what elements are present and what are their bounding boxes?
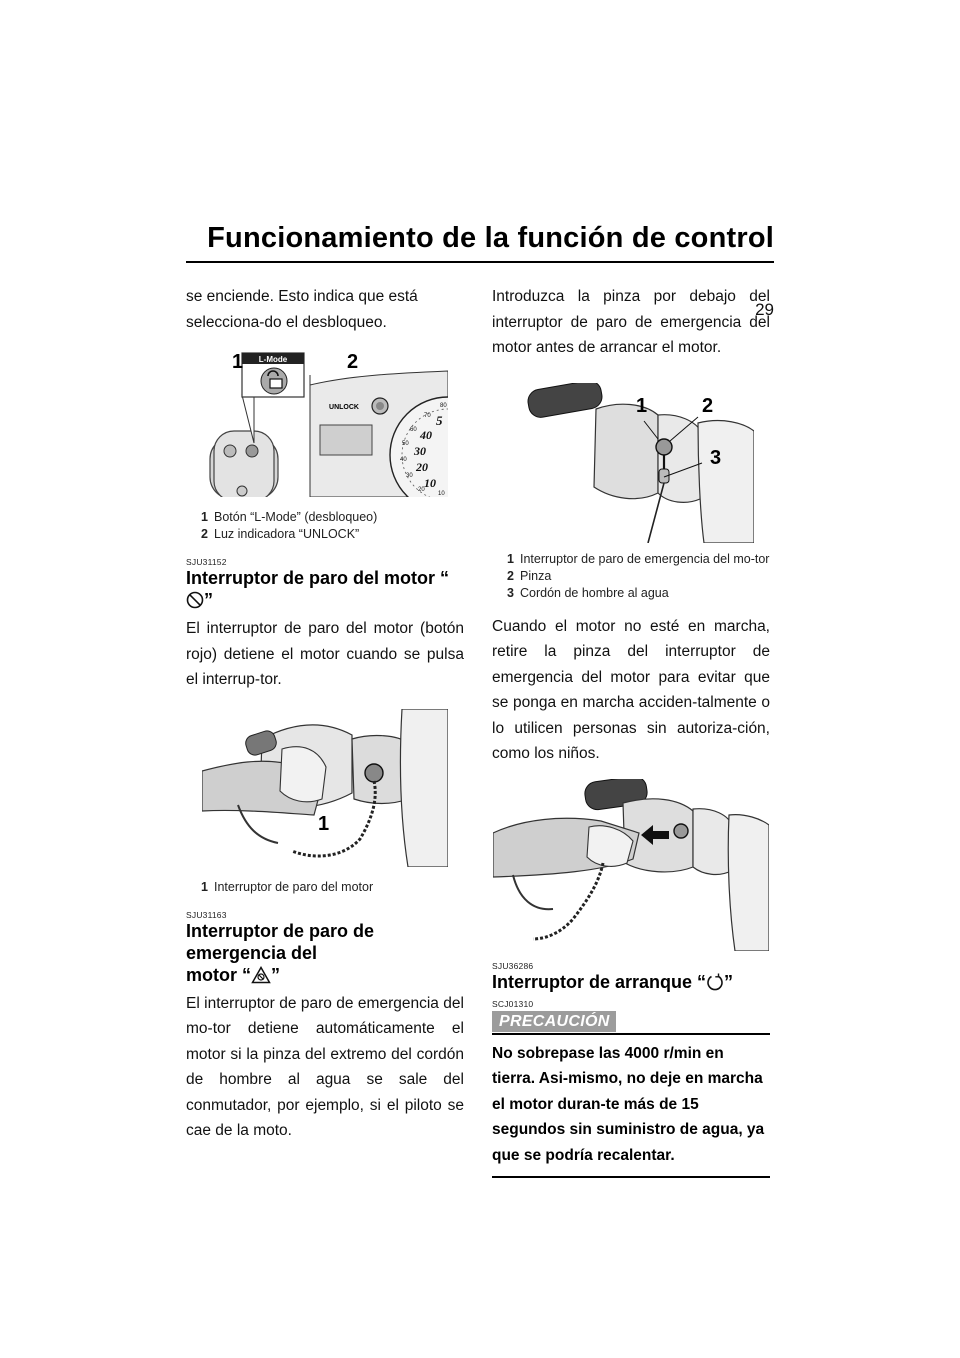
legend-item: 2 Luz indicadora “UNLOCK”: [201, 527, 360, 541]
caution-text: No sobrepase las 4000 r/min en tierra. Asi-mismo, no deje en marcha el motor duran-te más de 15 segundos sin suministro de agua, ya que se podría recalentar.: [492, 1044, 765, 1164]
callout-1: 1: [318, 812, 330, 835]
figure-clip-removal: [493, 779, 769, 951]
figure-emergency-clip: [508, 383, 754, 543]
section-code: SJU31152: [186, 557, 227, 567]
page-title: Funcionamiento de la función de control: [207, 222, 774, 254]
figure-unlock-remote: [202, 345, 448, 497]
caution-bottom-rule: [492, 1176, 770, 1178]
gauge-10: 10: [438, 491, 445, 497]
caution-code: SCJ01310: [492, 998, 534, 1009]
gauge-50: 50: [402, 441, 409, 447]
left-column: [186, 284, 464, 1144]
caution-top-rule: [492, 1033, 770, 1035]
title-rule: [186, 261, 774, 263]
section-paragraph: El interruptor de paro del motor (botón rojo) detiene el motor cuando se pulsa el interrup-tor.: [186, 620, 464, 688]
gauge-large-40: 40: [420, 428, 432, 442]
caution-label: PRECAUCIÓN: [492, 1011, 616, 1032]
gauge-60: 60: [410, 427, 417, 433]
section-code: SJU31163: [186, 909, 227, 920]
callout-3: 3: [710, 446, 722, 469]
caution-box: [492, 999, 770, 1179]
legend-item: 1 Interruptor de paro de emergencia del mo-tor: [507, 551, 770, 566]
gauge-large-30: 30: [414, 444, 426, 458]
section-heading-stop-switch: Interruptor de paro del motor “”: [186, 567, 464, 614]
gauge-30: 30: [406, 473, 413, 479]
section-heading-emergency-stop: Interruptor de paro de emergencia del motor “ ”: [186, 920, 464, 989]
gauge-20: 20: [418, 487, 425, 493]
figure-stop-switch: [202, 709, 448, 867]
callout-1: 1: [232, 351, 244, 373]
page-number: 29: [755, 300, 774, 319]
emergency-stop-icon: [251, 966, 271, 989]
section-code: SJU36286: [492, 960, 534, 971]
warning-paragraph: Cuando el motor no esté en marcha, retire la pinza del interruptor de emergencia del motor para evitar que se ponga en marcha acciden-talmente o lo utilicen personas sin autoriza-ción, como los niños.: [492, 617, 770, 762]
legend-item: 2 Pinza: [507, 568, 552, 583]
gauge-large-5: 5: [436, 413, 443, 428]
legend-item: 1 Botón “L-Mode” (desbloqueo): [201, 510, 378, 524]
gauge-70: 70: [424, 413, 431, 419]
l-mode-label: L-Mode: [258, 355, 288, 364]
intro-paragraph: se enciende. Esto indica que está selecciona-do el desbloqueo.: [186, 288, 418, 331]
clip-removal-illustration: [493, 779, 769, 951]
callout-1: 1: [636, 394, 648, 417]
figure-legend: [186, 879, 464, 896]
stop-switch-icon: [186, 591, 204, 614]
callout-2: 2: [347, 351, 359, 373]
handlebar-stop-switch-illustration: [202, 709, 448, 867]
section-paragraph: El interruptor de paro de emergencia del mo-tor detiene automáticamente el motor si la pinza del extremo del cordón de hombre al agua se sale del conmutador, por ejemplo, si el piloto se cae de la moto.: [186, 994, 464, 1139]
section-heading-start-switch: Interruptor de arranque “ ”: [492, 971, 770, 996]
figure-legend: [492, 551, 770, 602]
figure-legend: [186, 509, 464, 543]
legend-item: 1 Interruptor de paro del motor: [201, 879, 374, 894]
start-switch-icon: [706, 973, 724, 996]
gauge-80: 80: [440, 403, 447, 409]
legend-item: 3 Cordón de hombre al agua: [507, 585, 669, 600]
gauge-large-10: 10: [424, 476, 436, 490]
callout-2: 2: [702, 394, 714, 417]
unlock-panel-label: UNLOCK: [329, 404, 359, 411]
gauge-large-20: 20: [416, 460, 428, 474]
gauge-40: 40: [400, 457, 407, 463]
intro-paragraph: Introduzca la pinza por debajo del interruptor de paro de emergencia del motor antes de arrancar el motor.: [492, 288, 770, 356]
right-column: [492, 284, 770, 1178]
